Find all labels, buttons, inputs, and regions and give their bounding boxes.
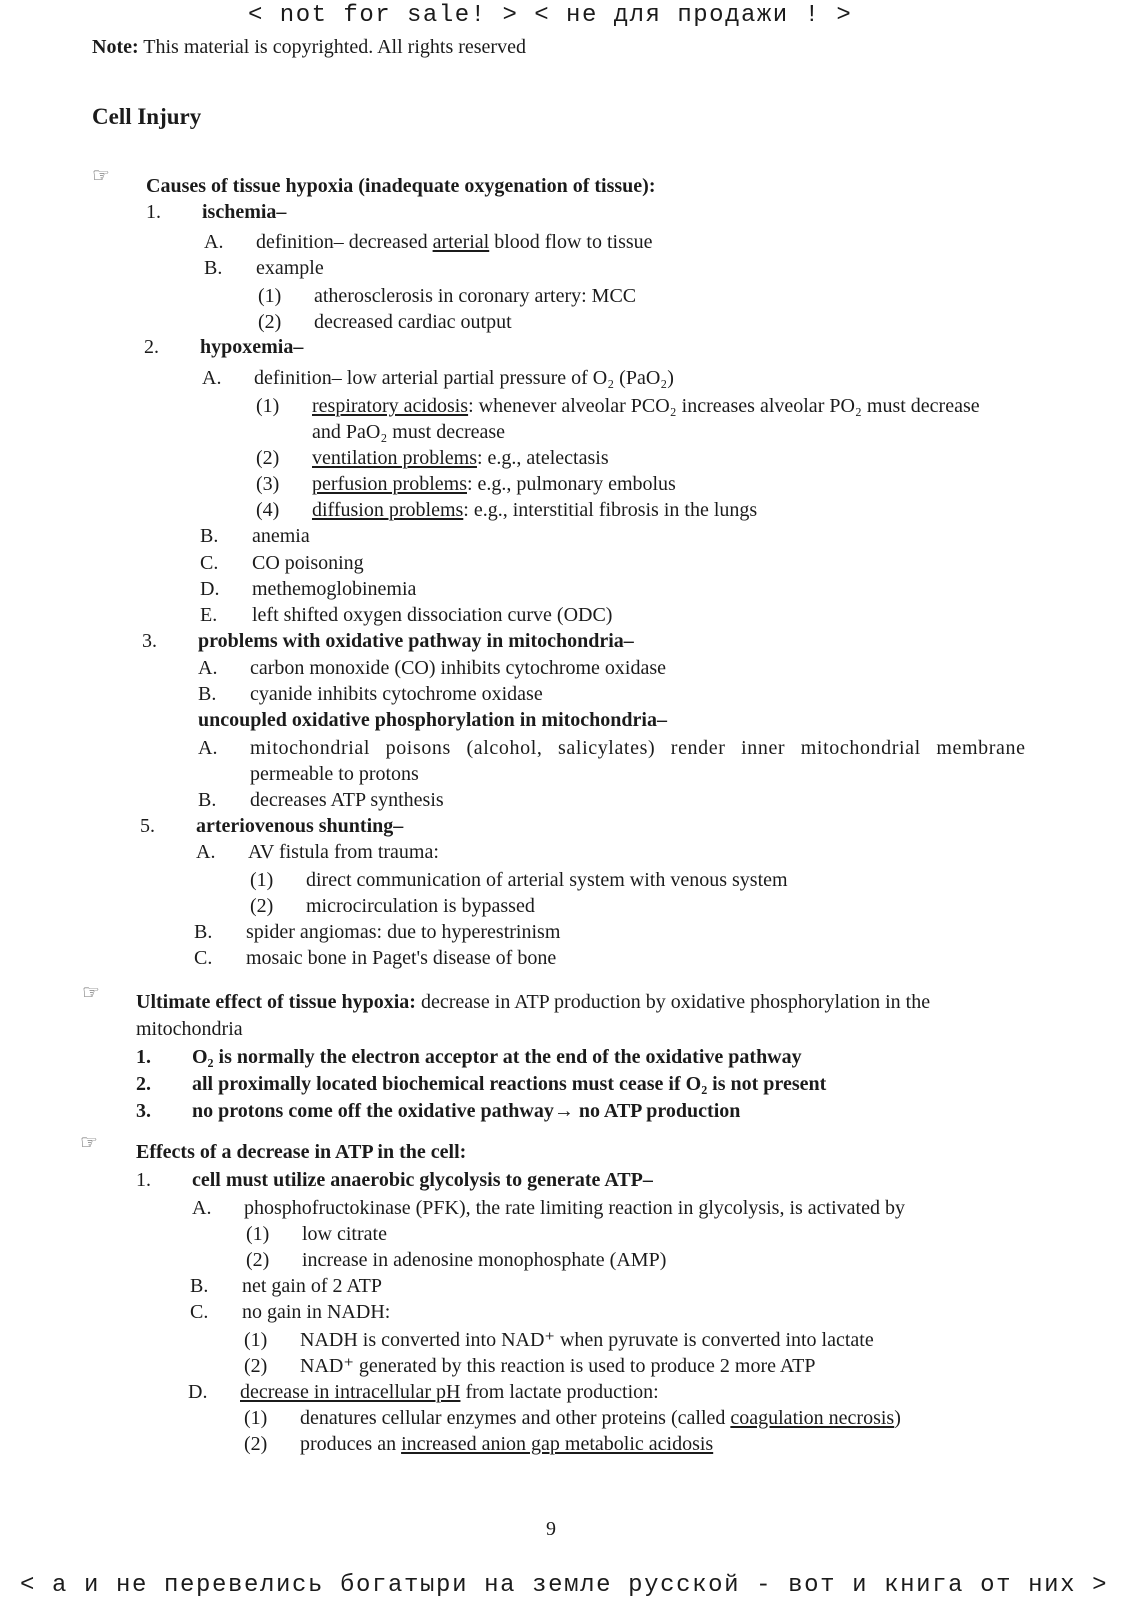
item-number: 5. xyxy=(140,815,155,837)
item-number: (3) xyxy=(256,473,280,495)
list-item xyxy=(136,1168,653,1192)
item-text: : e.g., atelectasis xyxy=(476,447,609,469)
item-letter: A. xyxy=(198,737,218,759)
item-letter: D. xyxy=(188,1381,208,1403)
item-text: O₂ is normally the electron acceptor at the end of the oxidative pathway xyxy=(192,1046,802,1068)
item-text: ischemia– xyxy=(202,201,287,223)
underlined-term: diffusion problems xyxy=(312,499,464,521)
item-text: arteriovenous shunting– xyxy=(196,815,404,837)
item-text: decreased cardiac output xyxy=(314,311,512,333)
item-text: atherosclerosis in coronary artery: MCC xyxy=(314,285,637,307)
item-number: (1) xyxy=(258,285,282,307)
item-text: spider angiomas: due to hyperestrinism xyxy=(246,921,561,943)
section-heading xyxy=(136,990,930,1014)
list-item xyxy=(256,472,676,496)
item-text: increase in adenosine monophosphate (AMP) xyxy=(302,1249,667,1271)
item-text: low citrate xyxy=(302,1223,387,1245)
item-letter: A. xyxy=(196,841,216,863)
list-item xyxy=(140,814,404,838)
item-text: mitochondrial poisons (alcohol, salicylates) render inner mitochondrial membrane xyxy=(250,737,1026,759)
section-heading-continuation: mitochondria xyxy=(136,1018,243,1040)
item-text: no gain in NADH: xyxy=(242,1301,391,1323)
item-number: (1) xyxy=(250,869,274,891)
list-item xyxy=(136,1072,827,1096)
item-text: example xyxy=(256,257,324,279)
item-letter: B. xyxy=(198,789,217,811)
section-heading: Causes of tissue hypoxia (inadequate oxygenation of tissue): xyxy=(146,175,656,197)
underlined-term: perfusion problems xyxy=(312,473,467,495)
list-item xyxy=(192,1196,905,1220)
heading-bold: Ultimate effect of tissue hypoxia: xyxy=(136,991,416,1013)
copyright-note xyxy=(92,36,526,59)
item-number: 3. xyxy=(142,630,157,652)
item-number: (1) xyxy=(256,395,280,417)
list-item xyxy=(194,946,557,970)
item-text: carbon monoxide (CO) inhibits cytochrome oxidase xyxy=(250,657,667,679)
item-number: 2. xyxy=(144,336,159,358)
item-text: phosphofructokinase (PFK), the rate limiting reaction in glycolysis, is activated by xyxy=(244,1197,905,1219)
item-text: net gain of 2 ATP xyxy=(242,1275,382,1297)
item-number: 3. xyxy=(136,1100,151,1122)
item-text: produces an xyxy=(300,1433,402,1455)
list-item xyxy=(198,682,543,706)
item-text: methemoglobinemia xyxy=(252,578,417,600)
list-item xyxy=(146,200,287,224)
pointing-hand-icon: ☞ xyxy=(80,1132,98,1154)
list-item xyxy=(142,629,634,653)
list-item xyxy=(256,498,758,522)
item-number: (2) xyxy=(246,1249,270,1271)
item-text: from lactate production: xyxy=(460,1381,659,1403)
item-number: (2) xyxy=(244,1433,268,1455)
list-item xyxy=(244,1432,714,1456)
list-item xyxy=(204,256,324,280)
list-item xyxy=(258,310,512,334)
list-item xyxy=(136,1099,741,1123)
list-item xyxy=(200,551,364,575)
item-number: (1) xyxy=(244,1329,268,1351)
pointing-hand-icon: ☞ xyxy=(82,982,100,1004)
underlined-term: increased anion gap metabolic acidosis xyxy=(401,1433,714,1455)
banner-top: < not for sale! > < не для продажи ! > xyxy=(248,2,853,29)
pointing-hand-icon: ☞ xyxy=(92,165,110,187)
list-item xyxy=(200,603,613,627)
underlined-term: coagulation necrosis xyxy=(730,1407,895,1429)
list-item xyxy=(198,736,1026,760)
item-text: hypoxemia– xyxy=(200,336,304,358)
item-text: denatures cellular enzymes and other proteins (called xyxy=(300,1407,731,1429)
list-item xyxy=(136,1045,802,1069)
item-letter: A. xyxy=(202,367,222,389)
item-text: definition– decreased xyxy=(256,231,433,253)
item-number: (2) xyxy=(244,1355,268,1377)
list-item-continuation: and PaO₂ must decrease xyxy=(312,421,506,443)
item-letter: D. xyxy=(200,578,220,600)
item-text: blood flow to tissue xyxy=(489,231,653,253)
item-text: : whenever alveolar PCO₂ increases alveolar PO₂ must decrease xyxy=(468,395,980,417)
item-letter: B. xyxy=(204,257,223,279)
list-item-continuation: permeable to protons xyxy=(250,763,419,785)
item-letter: B. xyxy=(190,1275,209,1297)
list-item xyxy=(204,230,653,254)
list-item xyxy=(250,868,788,892)
item-number: (2) xyxy=(258,311,282,333)
item-letter: A. xyxy=(204,231,224,253)
list-item xyxy=(246,1248,667,1272)
item-text: : e.g., pulmonary embolus xyxy=(466,473,676,495)
banner-bottom: < а и не перевелись богатыри на земле русской - вот и книга от них > xyxy=(20,1572,1109,1599)
underlined-term: arterial xyxy=(432,231,490,253)
list-item xyxy=(190,1300,391,1324)
item-number: (1) xyxy=(246,1223,270,1245)
underlined-term: decrease in intracellular pH xyxy=(240,1381,461,1403)
heading-text: decrease in ATP production by oxidative phosphorylation in the xyxy=(415,991,931,1013)
list-item xyxy=(258,284,637,308)
item-text: : e.g., interstitial fibrosis in the lungs xyxy=(463,499,758,521)
list-item xyxy=(200,577,417,601)
list-item xyxy=(244,1406,901,1430)
item-text: all proximally located biochemical reactions must cease if O₂ is not present xyxy=(192,1073,827,1095)
list-item xyxy=(196,840,439,864)
item-text: anemia xyxy=(252,525,310,547)
item-text: cyanide inhibits cytochrome oxidase xyxy=(250,683,543,705)
page-number: 9 xyxy=(546,1518,556,1540)
item-text: NAD⁺ generated by this reaction is used to produce 2 more ATP xyxy=(300,1355,816,1377)
list-item xyxy=(244,1354,816,1378)
item-text: direct communication of arterial system with venous system xyxy=(306,869,788,891)
note-label: Note: xyxy=(92,36,139,58)
item-letter: B. xyxy=(200,525,219,547)
item-number: (1) xyxy=(244,1407,268,1429)
item-text: cell must utilize anaerobic glycolysis to generate ATP– xyxy=(192,1169,653,1191)
item-letter: A. xyxy=(198,657,218,679)
list-item xyxy=(190,1274,382,1298)
underlined-term: respiratory acidosis xyxy=(312,395,469,417)
item-number: 1. xyxy=(136,1046,151,1068)
page-title: Cell Injury xyxy=(92,104,202,129)
item-text: definition– low arterial partial pressure of O₂ (PaO₂) xyxy=(254,367,674,389)
item-text: no protons come off the oxidative pathway→ no ATP production xyxy=(192,1100,741,1122)
note-text: This material is copyrighted. All rights reserved xyxy=(138,36,526,58)
list-item xyxy=(198,788,444,812)
item-letter: C. xyxy=(194,947,213,969)
item-text: AV fistula from trauma: xyxy=(248,841,439,863)
list-item xyxy=(250,894,535,918)
underlined-term: ventilation problems xyxy=(312,447,477,469)
list-item xyxy=(246,1222,387,1246)
item-text: CO poisoning xyxy=(252,552,364,574)
item-text: mosaic bone in Paget's disease of bone xyxy=(246,947,557,969)
list-item xyxy=(256,446,609,470)
section-heading: Effects of a decrease in ATP in the cell: xyxy=(136,1141,467,1163)
item-number: 1. xyxy=(146,201,161,223)
item-text: decreases ATP synthesis xyxy=(250,789,444,811)
item-text: ) xyxy=(894,1407,901,1429)
list-item xyxy=(144,335,304,359)
list-item xyxy=(188,1380,659,1404)
list-item xyxy=(198,656,667,680)
list-item xyxy=(256,394,980,418)
item-letter: B. xyxy=(194,921,213,943)
item-text: left shifted oxygen dissociation curve (ODC) xyxy=(252,604,613,626)
item-text: NADH is converted into NAD⁺ when pyruvate is converted into lactate xyxy=(300,1329,874,1351)
list-item xyxy=(202,366,674,390)
item-number: (2) xyxy=(250,895,274,917)
item-letter: A. xyxy=(192,1197,212,1219)
list-item xyxy=(194,920,561,944)
item-letter: E. xyxy=(200,604,218,626)
item-letter: C. xyxy=(200,552,219,574)
item-letter: B. xyxy=(198,683,217,705)
list-item xyxy=(244,1328,874,1352)
item-number: 2. xyxy=(136,1073,151,1095)
item-text: microcirculation is bypassed xyxy=(306,895,535,917)
item-number: (4) xyxy=(256,499,280,521)
item-letter: C. xyxy=(190,1301,209,1323)
list-item: uncoupled oxidative phosphorylation in mitochondria– xyxy=(198,709,667,731)
list-item xyxy=(200,524,310,548)
item-number: (2) xyxy=(256,447,280,469)
item-text: problems with oxidative pathway in mitochondria– xyxy=(198,630,634,652)
item-number: 1. xyxy=(136,1169,151,1191)
